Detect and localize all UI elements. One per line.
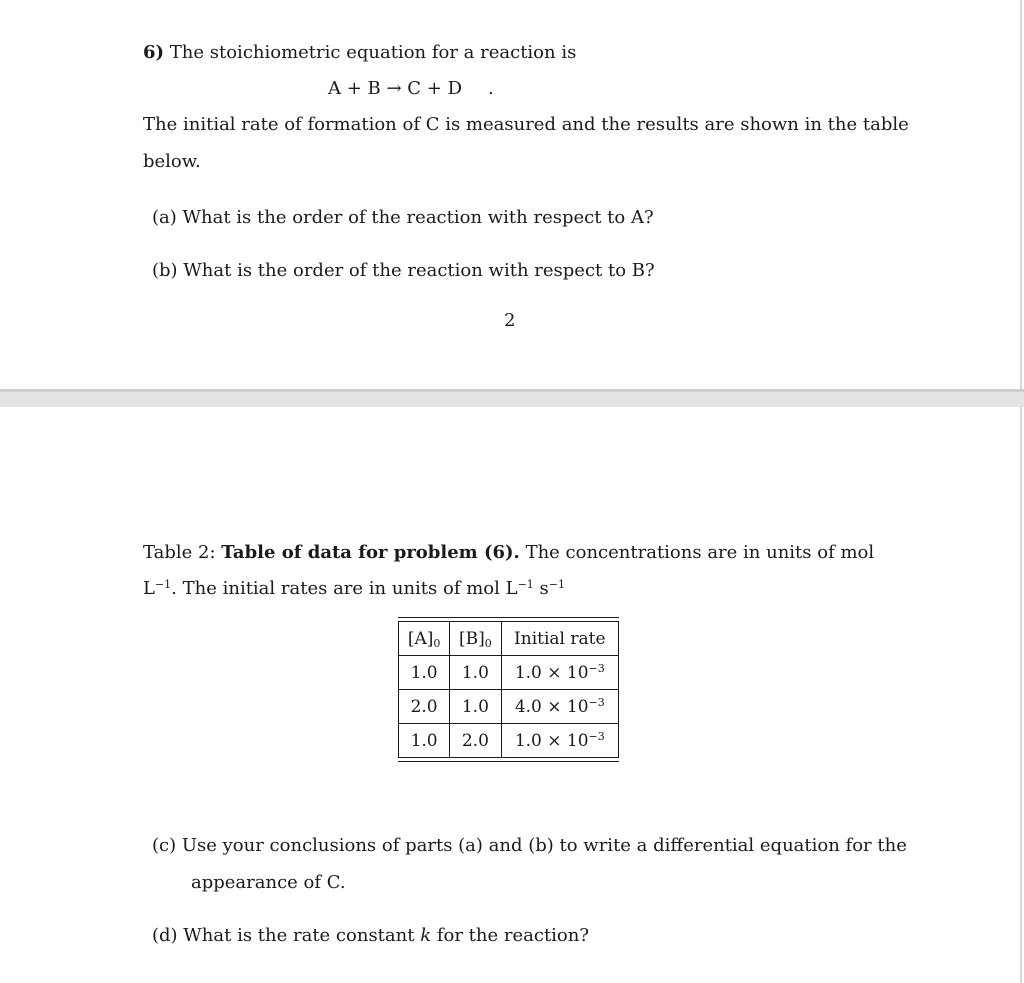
problem-number: 6) xyxy=(143,42,165,63)
caption-unit-s: s xyxy=(533,578,549,599)
question-d xyxy=(152,925,589,947)
table-caption-title: Table of data for problem (6). xyxy=(221,542,520,563)
caption-exponent-1: −1 xyxy=(154,578,172,591)
rate-data-table xyxy=(398,617,619,762)
header-a-concentration: $[A]_0$ xyxy=(399,622,450,656)
page-separator xyxy=(0,389,1024,407)
table-caption-label: Table 2: xyxy=(143,542,216,563)
header-b-concentration: $[B]_0$ xyxy=(450,622,501,656)
table-row xyxy=(399,656,619,690)
page-1 xyxy=(0,0,1022,389)
description-line-1: The initial rate of formation of C is measured and the results are shown in the table xyxy=(143,114,909,135)
rate-constant-symbol: k xyxy=(420,925,432,946)
cell-a: 1.0 xyxy=(399,656,450,690)
table-header-row xyxy=(399,622,619,656)
table-top-rule xyxy=(398,617,619,618)
question-d-text: (d) What is the rate constant xyxy=(152,925,421,946)
caption-exponent-3: −1 xyxy=(548,578,565,591)
table-caption-line-1 xyxy=(143,542,874,564)
caption-exponent-2: −1 xyxy=(517,578,534,591)
reaction-equation: A + B → C + D xyxy=(328,78,463,99)
question-c-line-2: appearance of C. xyxy=(191,872,346,893)
problem-intro-line xyxy=(143,42,576,64)
cell-rate: $1.0 \times 10^{-3}$ xyxy=(501,724,618,758)
equation-period: . xyxy=(488,78,494,99)
header-initial-rate: Initial rate xyxy=(501,622,618,656)
cell-a: 2.0 xyxy=(399,690,450,724)
question-c-line-1: (c) Use your conclusions of parts (a) and (b) to write a differential equation for the xyxy=(152,835,907,856)
caption-rate-units: . The initial rates are in units of mol L xyxy=(171,578,518,599)
table-caption-rest: The concentrations are in units of mol xyxy=(525,542,875,563)
cell-b: 1.0 xyxy=(450,656,501,690)
table-row xyxy=(399,690,619,724)
data-table xyxy=(398,621,619,758)
question-b: (b) What is the order of the reaction with respect to B? xyxy=(152,260,655,281)
question-d-end: for the reaction? xyxy=(431,925,590,946)
caption-unit-l: L xyxy=(143,578,155,599)
cell-b: 2.0 xyxy=(450,724,501,758)
cell-rate: $1.0 \times 10^{-3}$ xyxy=(501,656,618,690)
table-row xyxy=(399,724,619,758)
cell-rate: $4.0 \times 10^{-3}$ xyxy=(501,690,618,724)
table-bottom-rule xyxy=(398,761,619,762)
description-line-2: below. xyxy=(143,151,201,172)
table-caption-line-2 xyxy=(143,578,565,600)
problem-intro: The stoichiometric equation for a reaction is xyxy=(169,42,577,63)
cell-a: 1.0 xyxy=(399,724,450,758)
page-number: 2 xyxy=(504,310,516,331)
cell-b: 1.0 xyxy=(450,690,501,724)
question-a: (a) What is the order of the reaction with respect to A? xyxy=(152,207,654,228)
